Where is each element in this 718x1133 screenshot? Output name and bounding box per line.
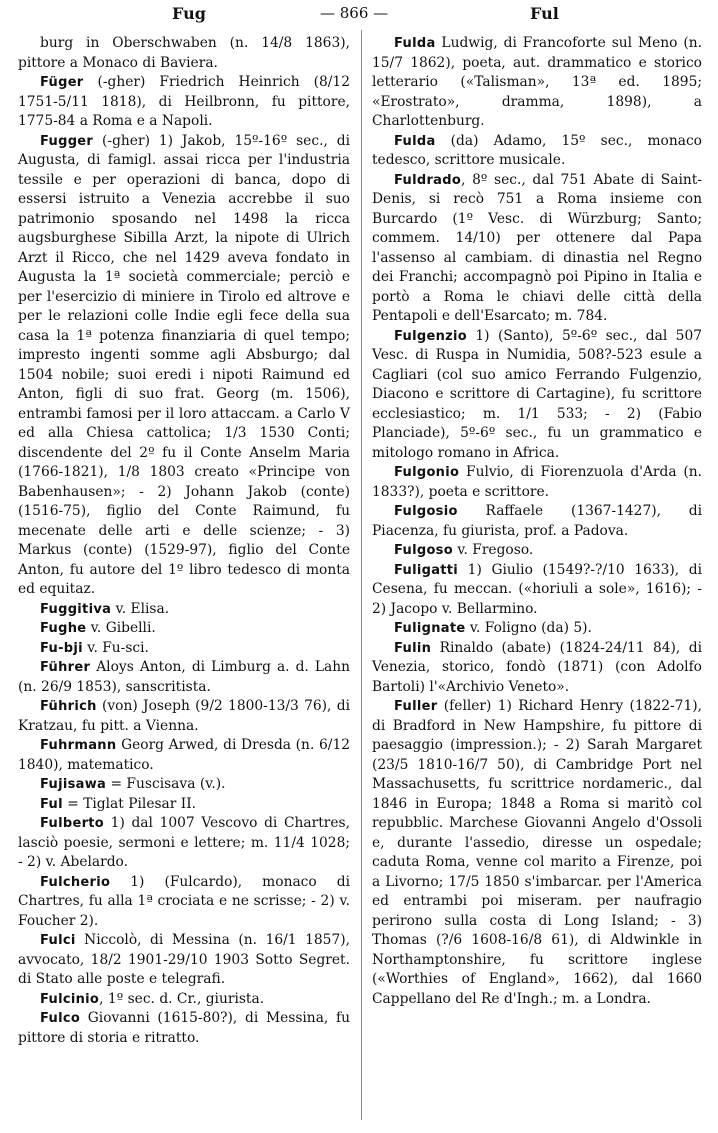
entry-headword: Fulcherio bbox=[40, 874, 111, 890]
entry-text: 1) dal 1007 Vescovo di Chartres, lasciò poesie, sermoni e lettere; m. 11/4 1028; - 2) v. Abelardo. bbox=[18, 815, 350, 870]
entry bbox=[18, 639, 350, 659]
entry bbox=[18, 873, 350, 932]
entry bbox=[18, 736, 350, 775]
entry-headword: Fulignate bbox=[394, 621, 466, 636]
entry bbox=[18, 658, 350, 697]
entry-headword: Fulda bbox=[394, 36, 436, 51]
entry-headword: Fulcinio bbox=[40, 991, 100, 1007]
entry bbox=[372, 132, 702, 171]
entry-text: (da) Adamo, 15º sec., monaco tedesco, scrittore musicale. bbox=[372, 132, 702, 168]
entry bbox=[18, 795, 350, 815]
entry-text: Rinaldo (abate) (1824-24/11 84), di Venezia, storico, fondò (1871) (con Adolfo Bartoli) l'«Archivio Veneto». bbox=[372, 639, 702, 695]
entry-text: burg in Oberschwaben (n. 14/8 1863), pittore a Monaco di Baviera. bbox=[18, 35, 350, 71]
entry-text: (-gher) Friedrich Heinrich (8/12 1751-5/11 1818), di Heilbronn, fu pittore, 1775-84 a Roma e a Napoli. bbox=[18, 74, 350, 129]
entry-headword: Fulco bbox=[40, 1011, 81, 1026]
entry-headword: Fulgenzio bbox=[394, 328, 467, 344]
entry-text: 1) Giulio (1549?-?/10 1633), di Cesena, fu meccan. («horiuli a sole», 1616); - 2) Jacopo v. Bellarmino. bbox=[372, 561, 702, 617]
entry-headword: Fuligatti bbox=[394, 562, 459, 578]
entry-headword: Fulgosio bbox=[394, 504, 458, 519]
entry bbox=[18, 600, 350, 620]
entry-headword: Fuller bbox=[394, 699, 438, 714]
entry bbox=[372, 34, 702, 132]
entry-text: v. Fu-sci. bbox=[82, 639, 149, 656]
entry-text: , 1º sec. d. Cr., giurista. bbox=[99, 990, 265, 1007]
page-number: — 866 — bbox=[320, 4, 389, 22]
entry bbox=[18, 775, 350, 795]
entry bbox=[372, 541, 702, 561]
entry-text: v. Gibelli. bbox=[86, 620, 156, 636]
entry-text: = Tiglat Pilesar II. bbox=[62, 795, 197, 812]
left-column bbox=[18, 34, 350, 1048]
right-column bbox=[372, 34, 702, 1009]
entry-text: = Fuscisava (v.). bbox=[106, 776, 226, 792]
entry bbox=[18, 73, 350, 132]
entry-text: 1) (Fulcardo), monaco di Chartres, fu alla 1ª crociata e ne scrisse; - 2) v. Foucher 2). bbox=[18, 873, 350, 929]
entry-text: Niccolò, di Messina (n. 16/1 1857), avvocato, 18/2 1901-29/10 1903 Sotto Segret. di Stato alle poste e telegrafi. bbox=[18, 932, 350, 987]
entry-headword: Fulda bbox=[394, 133, 436, 149]
entry-headword: Fulgonio bbox=[394, 465, 460, 480]
entry-text: v. Foligno (da) 5). bbox=[465, 620, 592, 636]
entry-text: Raffaele (1367-1427), di Piacenza, fu giurista, prof. a Padova. bbox=[372, 503, 702, 539]
entry bbox=[372, 327, 702, 464]
entry-text: v. Fregoso. bbox=[452, 542, 534, 558]
entry-headword: Führer bbox=[40, 660, 91, 675]
entry-text: v. Elisa. bbox=[111, 600, 170, 617]
entry-headword: Führich bbox=[40, 699, 97, 714]
entry-text: , 8º sec., dal 751 Abate di Saint-Denis, si recò 751 a Roma insieme con Burcardo (1º Vesc. di Würzburg; Santo; commem. 14/10) per ottenere dal Papa l'assenso al cambiam. di dinastia nel Regno dei Franchi; accompagnò poi Pipino in Italia e portò a Roma le chiavi delle città della Pentapoli e dell'Esarcato; m. 784. bbox=[372, 171, 702, 324]
entry-headword: Fuldrado bbox=[394, 172, 462, 188]
entry bbox=[18, 1009, 350, 1048]
entry bbox=[18, 814, 350, 873]
entry-headword: Fugger bbox=[40, 133, 94, 149]
entry-headword: Fulin bbox=[394, 640, 432, 656]
entry bbox=[372, 697, 702, 1009]
entry bbox=[372, 463, 702, 502]
entry bbox=[372, 639, 702, 698]
entry-text: Ludwig, di Francoforte sul Meno (n. 15/7 1862), poeta, aut. drammatico e storico letterario («Talisman», 13ª ed. 1895; «Erostrato», dramma, 1898), a Charlottenburg. bbox=[372, 35, 702, 129]
entry-text: (von) Joseph (9/2 1800-13/3 76), di Kratzau, fu pitt. a Vienna. bbox=[18, 698, 350, 734]
entry-headword: Fuhrmann bbox=[40, 738, 117, 753]
entry-headword: Fulci bbox=[40, 933, 76, 948]
entry-headword: Fujisawa bbox=[40, 777, 107, 792]
entry-text: 1) (Santo), 5º-6º sec., dal 507 Vesc. di Ruspa in Numidia, 508?-523 esule a Cagliari (col suo amico Ferrando Fulgenzio, Diacono e scrittore di Cartagine), fu scrittore ecclesiastico; m. 1/1 533; - 2) (Fabio Planciade), 5º-6º sec., fu un grammatico e mitologo romano in Africa. bbox=[372, 327, 702, 461]
entry-text: Giovanni (1615-80?), di Messina, fu pittore di storia e ritratto. bbox=[18, 1010, 350, 1046]
entry-text: Fulvio, di Fiorenzuola d'Arda (n. 1833?), poeta e scrittore. bbox=[372, 464, 702, 500]
entry-headword: Fughe bbox=[40, 621, 87, 636]
entry bbox=[18, 34, 350, 73]
entry-text: (-gher) 1) Jakob, 15º-16º sec., di Augusta, di famigl. assai ricca per l'industria tessile e per operazioni di banca, dopo di essersi istruito a Venezia accrebbe il suo patrimonio sposando nel 1498 la ricca augsburghese Sibilla Arzt, la nipote di Ulrich Arzt il Ricco, che nel 1429 aveva fondato in Augusta la 1ª società commerciale; perciò e per l'esercizio di miniere in Tirolo ed altrove e per le relazioni colle Indie egli fece della sua casa la 1ª potenza finanziaria di quel tempo; impresto ingenti somme agli Absburgo; dal 1504 nobile; suoi eredi i nipoti Raimund ed Anton, figli di suo frat. Georg (m. 1506), entrambi famosi per il loro attaccam. a Carlo V ed alla Chiesa cattolica; 1/3 1530 Conti; discendente del 2º fu il Conte Anselm Maria (1766-1821), 1/8 1803 creato «Principe von Babenhausen»; - 2) Johann Jakob (conte) (1516-75), figlio del Conte Raimund, fu mecenate delle arti e delle scienze; - 3) Markus (conte) (1529-97), figlio del Conte Anton, fu autore del 1º libro tedesco di monta ed equitaz. bbox=[18, 132, 350, 597]
entry bbox=[18, 619, 350, 639]
page-header bbox=[0, 4, 718, 26]
entry bbox=[372, 619, 702, 639]
entry-headword: Fu-bji bbox=[40, 640, 83, 656]
entry bbox=[18, 990, 350, 1010]
entry bbox=[372, 171, 702, 327]
entry-headword: Fuggitiva bbox=[40, 601, 112, 617]
entry bbox=[18, 931, 350, 990]
column-divider bbox=[361, 30, 362, 1120]
entry-headword: Fulberto bbox=[40, 816, 105, 831]
entry-text: Aloys Anton, di Limburg a. d. Lahn (n. 26/9 1853), sanscritista. bbox=[18, 659, 350, 695]
entry bbox=[18, 697, 350, 736]
header-left-guide: Fug bbox=[172, 4, 206, 23]
entry-headword: Ful bbox=[40, 796, 63, 812]
entry-headword: Füger bbox=[40, 75, 84, 90]
entry bbox=[18, 132, 350, 600]
header-right-guide: Ful bbox=[530, 4, 559, 23]
entry-text: Georg Arwed, di Dresda (n. 6/12 1840), matematico. bbox=[18, 737, 350, 773]
entry bbox=[372, 502, 702, 541]
entry bbox=[372, 561, 702, 620]
entry-headword: Fulgoso bbox=[394, 543, 453, 558]
entry-text: (feller) 1) Richard Henry (1822-71), di Bradford in New Hampshire, fu pittore di paesaggio (impression.); - 2) Sarah Margaret (23/5 1810-16/7 50), di Cambridge Port nel Massachusetts, fu scrittrice nordameric., dal 1846 in Europa; 1848 a Roma si maritò col repubblic. Marchese Giovanni Angelo d'Ossoli e, durante l'assedio, diresse un ospedale; caduta Roma, venne col marito a Firenze, poi a Livorno; 17/5 1850 s'imbarcar. per l'America ed entrambi poi miseram. per naufragio perirono sulla costa di Long Island; - 3) Thomas (?/6 1608-16/8 61), di Aldwinkle in Northamptonshire, fu scrittore inglese («Worthies of England», 1662), dal 1660 Cappellano del Re d'Ingh.; m. a Londra. bbox=[372, 698, 702, 1007]
